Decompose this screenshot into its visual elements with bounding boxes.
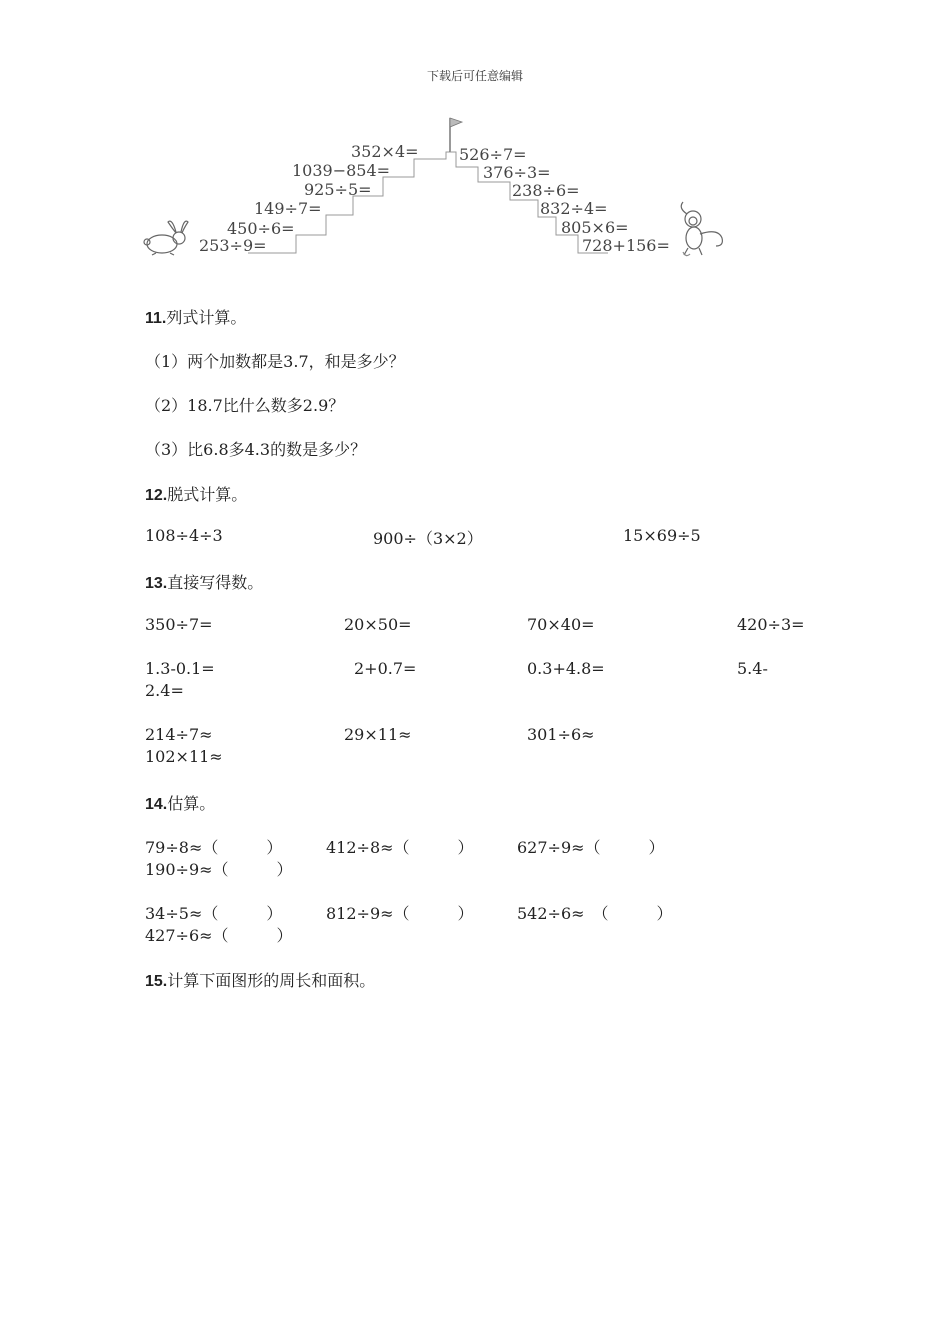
q13-r2-c3: 0.3+4.8= xyxy=(527,659,605,678)
stair-right-4: 832÷4= xyxy=(540,199,608,218)
q14-r1-c1: 79÷8≈（ ） xyxy=(145,838,283,857)
q14-r2-c1: 34÷5≈（ ） xyxy=(145,904,283,923)
q13-r3-c3: 301÷6≈ xyxy=(527,725,595,744)
q13-r2-wrap: 2.4= xyxy=(145,681,184,700)
rabbit-icon xyxy=(144,221,188,255)
stair-diagram xyxy=(138,110,738,270)
question-number: 13. xyxy=(145,575,168,592)
q13-r1-c3: 70×40= xyxy=(527,615,595,634)
q13-r1-c2: 20×50= xyxy=(344,615,412,634)
question-text: 脱式计算。 xyxy=(167,485,248,504)
q14-r1-c3: 627÷9≈（ ） xyxy=(517,838,665,857)
stair-left-1: 352×4= xyxy=(351,142,419,161)
q14-r2-wrap: 427÷6≈（ ） xyxy=(145,926,293,945)
question-11-title xyxy=(145,305,246,328)
q14-r1-c2: 412÷8≈（ ） xyxy=(326,838,474,857)
q13-r1-c1: 350÷7= xyxy=(145,615,213,634)
stair-left-6: 253÷9= xyxy=(199,236,267,255)
question-number: 14. xyxy=(145,796,168,813)
q13-r2-c2: 2+0.7= xyxy=(354,659,417,678)
q13-r3-wrap: 102×11≈ xyxy=(145,747,223,766)
q13-r2-c1: 1.3-0.1= xyxy=(145,659,215,678)
stair-right-1: 526÷7= xyxy=(459,145,527,164)
q14-r2-c3: 542÷6≈ （ ） xyxy=(517,904,673,923)
question-text: 估算。 xyxy=(167,794,216,813)
q11-item-3: （3）比6.8多4.3的数是多少？ xyxy=(145,440,367,459)
q13-r3-c2: 29×11≈ xyxy=(344,725,412,744)
question-text: 列式计算。 xyxy=(166,308,247,327)
q13-r1-c4: 420÷3= xyxy=(737,615,805,634)
question-12-title xyxy=(145,482,247,505)
q13-r2-c4: 5.4- xyxy=(737,659,768,678)
q12-item-3: 15×69÷5 xyxy=(623,526,701,545)
question-14-title xyxy=(145,791,215,814)
stair-left-4: 149÷7= xyxy=(254,199,322,218)
stair-right-6: 728+156= xyxy=(582,236,670,255)
stair-right-2: 376÷3= xyxy=(483,163,551,182)
q12-item-2: 900÷（3×2） xyxy=(373,529,483,548)
q13-r3-c1: 214÷7≈ xyxy=(145,725,213,744)
stair-right-3: 238÷6= xyxy=(512,181,580,200)
stair-right-5: 805×6= xyxy=(561,218,629,237)
question-number: 11. xyxy=(145,310,167,327)
question-13-title xyxy=(145,570,263,593)
q12-item-1: 108÷4÷3 xyxy=(145,526,223,545)
q11-item-1: （1）两个加数都是3.7，和是多少？ xyxy=(145,352,405,371)
q14-r2-c2: 812÷9≈（ ） xyxy=(326,904,474,923)
question-number: 15. xyxy=(145,973,168,990)
q14-r1-wrap: 190÷9≈（ ） xyxy=(145,860,293,879)
q11-item-2: （2）18.7比什么数多2.9？ xyxy=(145,396,345,415)
question-number: 12. xyxy=(145,487,168,504)
stair-left-3: 925÷5= xyxy=(304,180,372,199)
stair-left-2: 1039−854= xyxy=(292,161,391,180)
page-header: 下载后可任意编辑 xyxy=(426,69,523,83)
monkey-icon xyxy=(681,202,722,256)
question-15-title xyxy=(145,968,375,991)
stair-left-5: 450÷6= xyxy=(227,219,295,238)
question-text: 计算下面图形的周长和面积。 xyxy=(167,971,376,990)
question-text: 直接写得数。 xyxy=(167,573,264,592)
